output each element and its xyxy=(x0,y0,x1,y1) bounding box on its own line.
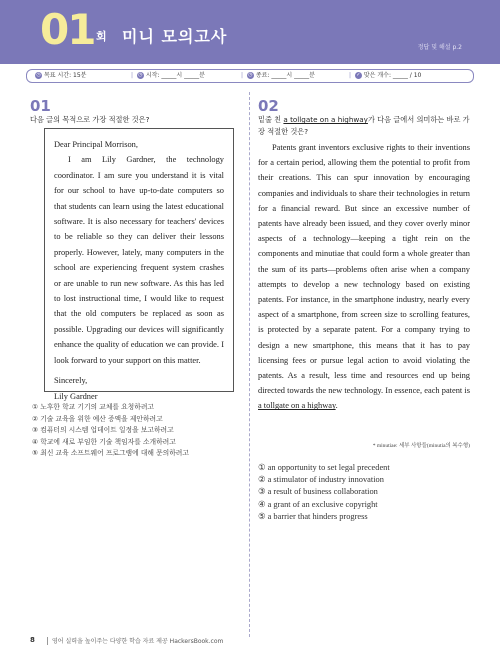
letter-body: I am Lily Gardner, the technology coordinator. I am sure you understand it is vital for our school to have up-to-date computers so that students can learn using the latest educational software. It is also necessary for teachers' devices to be reliable so they can deliver their lessons properly. However, lately, many computers in the school are experiencing frequent system crashes or are unable to run new software. As this has led to lost instructional time, I would like to request that the old computers be replaced as soon as possible. Upgrading our devices will significantly enhance the quality of education we can provide. I look forward to your support on this matter. xyxy=(54,155,224,365)
page-number: 8 xyxy=(30,636,35,644)
answer-choice[interactable]: ③ 컴퓨터의 시스템 업데이트 일정을 보고하려고 xyxy=(32,426,174,434)
column-divider xyxy=(249,92,250,637)
answer-choice[interactable]: ⑤ 최신 교육 소프트웨어 프로그램에 대해 문의하려고 xyxy=(32,449,189,457)
test-number: 01 xyxy=(40,5,95,54)
check-icon: ✓ xyxy=(356,72,361,78)
footer-text: 영어 실력을 높이주는 다양한 학습 자료 제공 HackersBook.com xyxy=(52,638,224,645)
letter-salutation: Dear Principal Morrison, xyxy=(54,140,138,149)
start-time-field: | ◷ 시작: _____시 _____분 xyxy=(131,72,205,79)
answer-choice[interactable]: ④ 학교에 새로 부임한 기술 책임자를 소개하려고 xyxy=(32,437,176,446)
underlined-phrase: a tollgate on a highway xyxy=(283,115,368,124)
letter-passage xyxy=(44,128,234,401)
end-time-field: | ◷ 종료: _____시 _____분 xyxy=(241,72,315,79)
time-limit-label: 목표 시간: 15분 xyxy=(44,72,87,79)
page-title: 미니 모의고사 xyxy=(122,27,228,46)
answer-choice[interactable]: ② a stimulator of industry innovation xyxy=(258,475,384,485)
letter-closing: Sincerely, xyxy=(54,376,88,386)
question-2-choices xyxy=(258,462,390,523)
score-field: | ✓ 맞은 개수: _____ / 10 xyxy=(349,72,422,79)
question-1-choices xyxy=(32,402,189,460)
answer-choice[interactable]: ④ a grant of an exclusive copyright xyxy=(258,499,378,509)
answer-choice[interactable]: ② 기술 교육을 위한 예산 증액을 제안하려고 xyxy=(32,414,163,423)
letter-signature: Lily Gardner xyxy=(54,391,98,401)
answer-choice[interactable]: ③ a result of business collaboration xyxy=(258,487,378,497)
end-time-label: 종료: _____시 _____분 xyxy=(255,72,315,79)
answer-choice[interactable]: ⑤ a barrier that hinders progress xyxy=(258,511,368,521)
underlined-phrase: a tollgate on a highway xyxy=(258,401,336,411)
question-number-1: 01 xyxy=(30,97,51,115)
score-label: 맞은 개수: _____ / 10 xyxy=(363,72,422,79)
answer-choice[interactable]: ① an opportunity to set legal precedent xyxy=(258,463,390,472)
footnote: * minutiae: 세부 사항들(minutia의 복수형) xyxy=(372,443,470,449)
question-1-prompt: 다음 글의 목적으로 가장 적절한 것은? xyxy=(30,115,150,124)
clock-icon: ◷ xyxy=(138,72,143,78)
time-limit-field xyxy=(35,70,86,82)
test-status-bar xyxy=(26,69,474,83)
clock-icon: ◷ xyxy=(36,72,41,78)
clock-icon: ◷ xyxy=(248,72,253,78)
footer-divider xyxy=(47,637,48,645)
question-number-2: 02 xyxy=(258,97,279,115)
page-header xyxy=(0,0,500,64)
answer-choice[interactable]: ① 노후한 학교 기기의 교체를 요청하려고 xyxy=(32,403,154,411)
question-2-prompt: 밑줄 친 a tollgate on a highway가 다음 글에서 의미하는 바로 가장 적절한 것은? xyxy=(258,115,470,136)
test-number-suffix: 회 xyxy=(96,30,107,43)
question-2-passage: Patents grant inventors exclusive rights to their inventions for a certain period, allowing them the potential to profit from their creations. This can spur innovation by encouraging companies and individuals to share their technologies in return for a financial reward. But since an excessive number of patents have already been issued, and they cover overly minor aspects of a technology—keeping a tight rein on the components and minutiae that could form a whole greater than the sum of its parts—problems often arise when a company attempts to develop a new technology based on existing patents. For instance, in the smartphone industry, nearly every aspect of a smartphone, from screen size to scrolling features, is protected by a separate patent. For a company trying to design a new smartphone, this means that it has to pay licensing fees or pursue legal action to avoid violating the patents. As a result, less time and resources end up being directed towards the new technology. In essence, each patent is a tollgate on a highway. xyxy=(258,143,470,411)
passage-text: Patents grant inventors exclusive rights to their inventions for a certain period, allowing them the potential to profit from their creations. This can spur innovation by encouraging companies and individuals to share their technologies in return for a financial reward. But since an excessive number of patents have already been issued, and they cover overly minor aspects of a technology—keeping a tight rein on the components and minutiae that could form a whole greater than the sum of its parts—problems often arise when a company attempts to develop a new technology based on existing patents. For instance, in the smartphone industry, nearly every aspect of a smartphone, from screen size to scrolling features, is protected by a separate patent. For a company trying to design a new smartphone, this means that it has to pay licensing fees or pursue legal action to avoid violating the patents. As a result, less time and resources end up being directed towards the new technology. In essence, each patent is xyxy=(258,143,470,396)
answer-reference: 정답 및 해설 p.2 xyxy=(417,44,462,51)
start-time-label: 시작: _____시 _____분 xyxy=(145,72,205,79)
